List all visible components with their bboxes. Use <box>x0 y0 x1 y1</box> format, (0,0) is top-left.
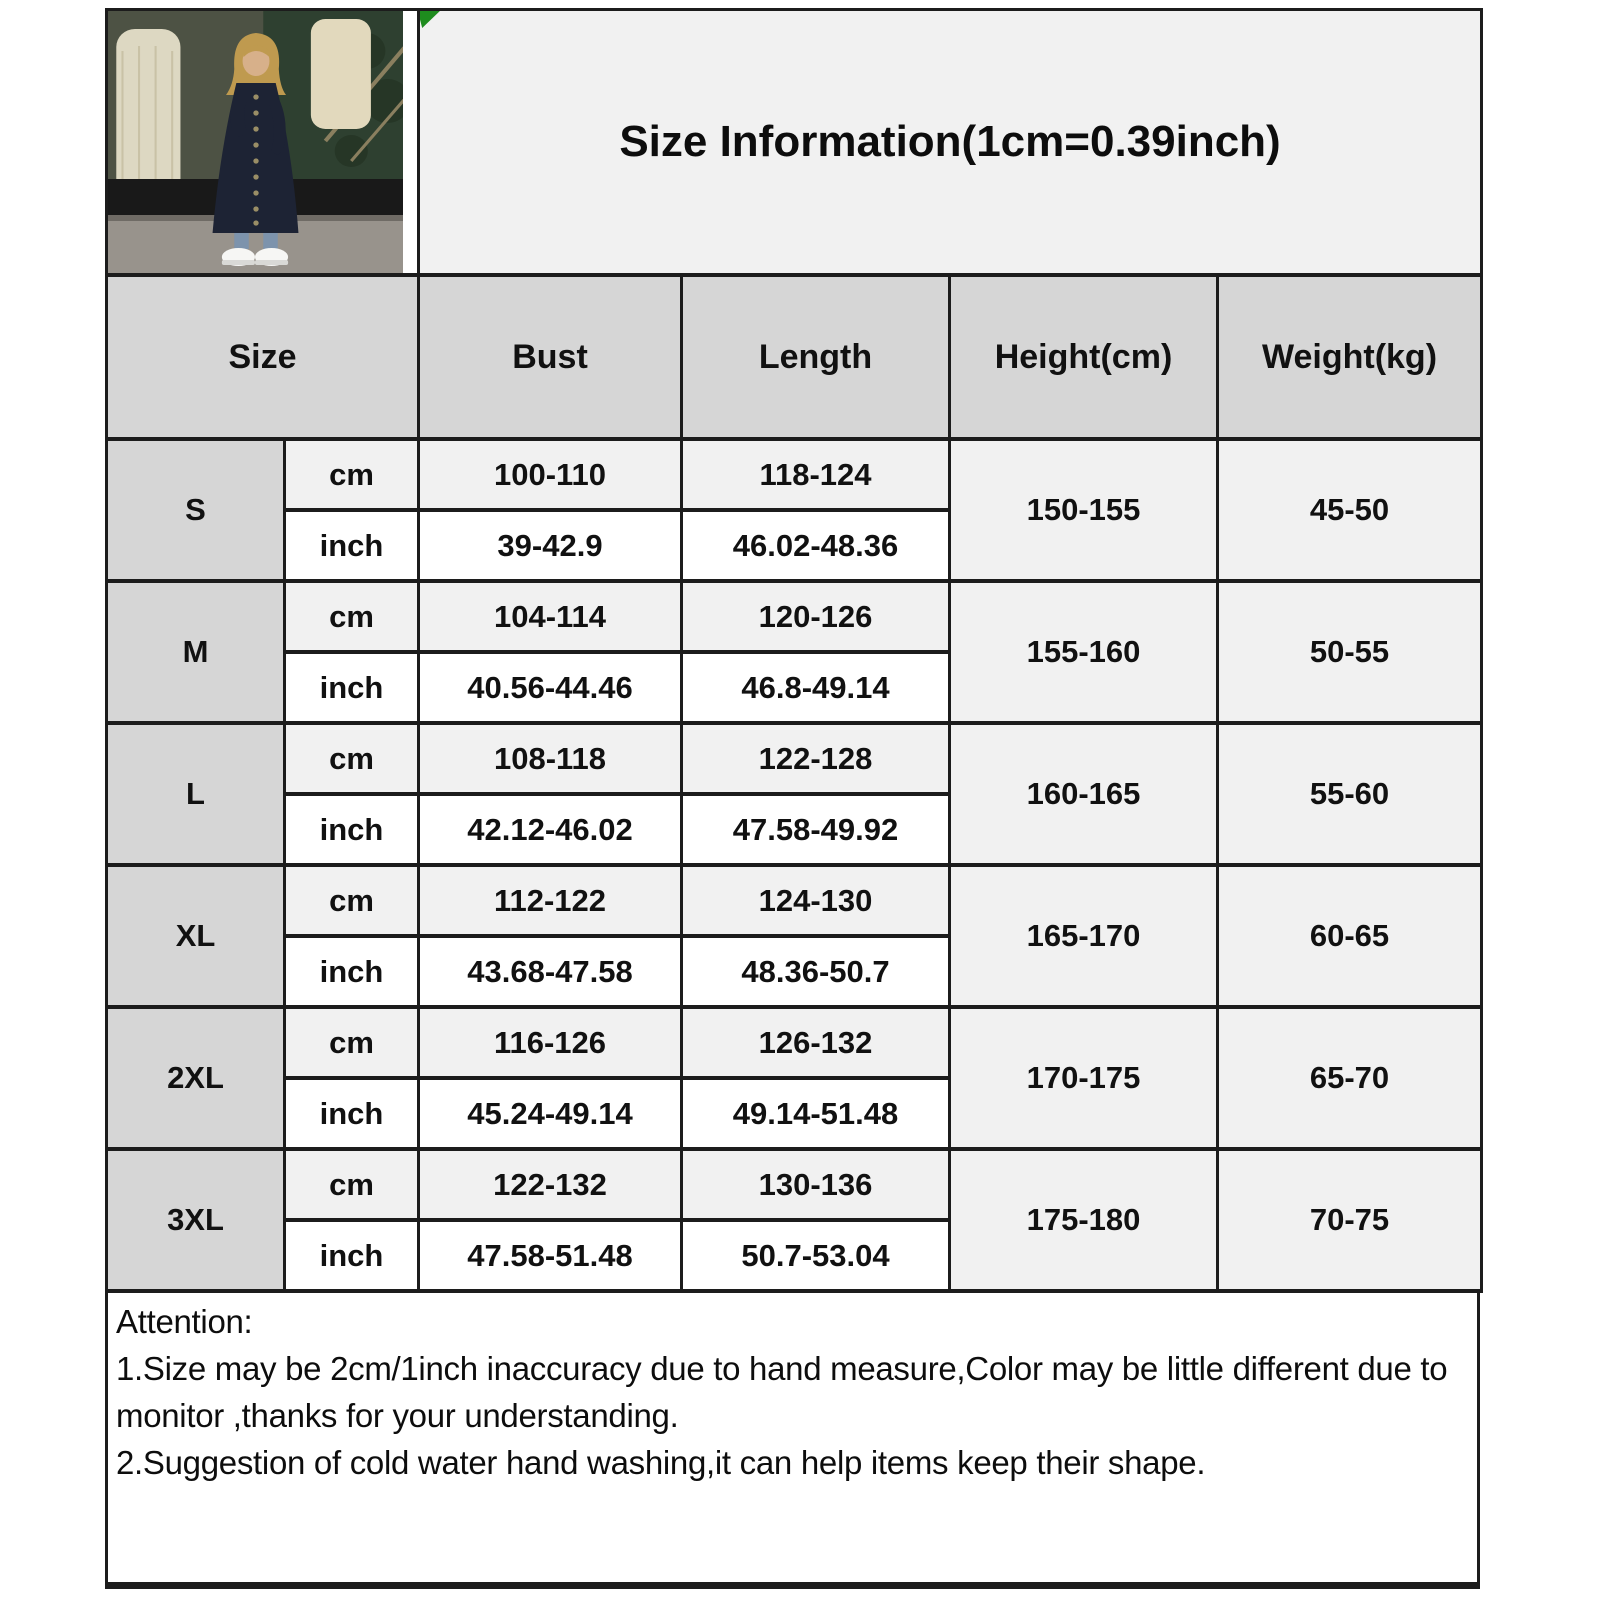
size-chart-sheet <box>105 8 1480 1589</box>
unit-cm-cell: cm <box>285 439 419 510</box>
weight-cell: 65-70 <box>1218 1007 1482 1149</box>
size-label-cell: XL <box>107 865 285 1007</box>
unit-inch-cell: inch <box>285 1078 419 1149</box>
length-inch-cell: 47.58-49.92 <box>682 794 950 865</box>
size-label-cell: L <box>107 723 285 865</box>
bust-inch-cell: 42.12-46.02 <box>419 794 682 865</box>
weight-cell: 50-55 <box>1218 581 1482 723</box>
unit-cm-cell: cm <box>285 1149 419 1220</box>
col-header-weight: Weight(kg) <box>1218 275 1482 439</box>
height-cell: 160-165 <box>950 723 1218 865</box>
col-header-height: Height(cm) <box>950 275 1218 439</box>
length-cm-cell: 126-132 <box>682 1007 950 1078</box>
green-corner-marker-icon <box>419 10 444 29</box>
product-photo-cell <box>107 10 419 276</box>
length-inch-cell: 50.7-53.04 <box>682 1220 950 1291</box>
bust-inch-cell: 40.56-44.46 <box>419 652 682 723</box>
weight-cell: 45-50 <box>1218 439 1482 581</box>
col-header-bust: Bust <box>419 275 682 439</box>
height-cell: 175-180 <box>950 1149 1218 1291</box>
length-inch-cell: 46.8-49.14 <box>682 652 950 723</box>
unit-cm-cell: cm <box>285 1007 419 1078</box>
height-cell: 155-160 <box>950 581 1218 723</box>
unit-inch-cell: inch <box>285 510 419 581</box>
size-label-cell: 3XL <box>107 1149 285 1291</box>
unit-inch-cell: inch <box>285 652 419 723</box>
unit-inch-cell: inch <box>285 936 419 1007</box>
height-cell: 170-175 <box>950 1007 1218 1149</box>
length-inch-cell: 49.14-51.48 <box>682 1078 950 1149</box>
size-row-cm <box>107 581 1482 652</box>
attention-heading: Attention: <box>116 1303 253 1340</box>
size-row-cm <box>107 439 1482 510</box>
bust-cm-cell: 122-132 <box>419 1149 682 1220</box>
product-photo <box>108 11 403 273</box>
unit-cm-cell: cm <box>285 723 419 794</box>
col-header-length: Length <box>682 275 950 439</box>
col-header-size: Size <box>107 275 419 439</box>
size-table-body <box>107 10 1482 1292</box>
length-cm-cell: 124-130 <box>682 865 950 936</box>
bust-cm-cell: 100-110 <box>419 439 682 510</box>
bust-inch-cell: 39-42.9 <box>419 510 682 581</box>
attention-note-2: 2.Suggestion of cold water hand washing,it can help items keep their shape. <box>116 1443 1206 1481</box>
attention-note-1: 1.Size may be 2cm/1inch inaccuracy due to hand measure,Color may be little different due to monitor ,thanks for your understanding. <box>116 1349 1448 1434</box>
size-table <box>105 8 1483 1293</box>
size-row-cm <box>107 723 1482 794</box>
length-cm-cell: 120-126 <box>682 581 950 652</box>
size-label-cell: 2XL <box>107 1007 285 1149</box>
unit-cm-cell: cm <box>285 865 419 936</box>
bust-cm-cell: 112-122 <box>419 865 682 936</box>
photo-title-row <box>107 10 1482 276</box>
unit-cm-cell: cm <box>285 581 419 652</box>
size-row-cm <box>107 1007 1482 1078</box>
weight-cell: 70-75 <box>1218 1149 1482 1291</box>
unit-inch-cell: inch <box>285 794 419 865</box>
bust-inch-cell: 43.68-47.58 <box>419 936 682 1007</box>
page-title: Size Information(1cm=0.39inch) <box>619 117 1281 166</box>
length-cm-cell: 130-136 <box>682 1149 950 1220</box>
title-cell <box>419 10 1482 276</box>
size-label-cell: M <box>107 581 285 723</box>
length-inch-cell: 48.36-50.7 <box>682 936 950 1007</box>
bust-cm-cell: 104-114 <box>419 581 682 652</box>
window-dress-right <box>311 19 371 129</box>
size-row-cm <box>107 1149 1482 1220</box>
attention-box <box>105 1293 1480 1589</box>
height-cell: 165-170 <box>950 865 1218 1007</box>
weight-cell: 55-60 <box>1218 723 1482 865</box>
table-header-row <box>107 275 1482 439</box>
bust-inch-cell: 47.58-51.48 <box>419 1220 682 1291</box>
height-cell: 150-155 <box>950 439 1218 581</box>
bust-cm-cell: 116-126 <box>419 1007 682 1078</box>
unit-inch-cell: inch <box>285 1220 419 1291</box>
weight-cell: 60-65 <box>1218 865 1482 1007</box>
length-inch-cell: 46.02-48.36 <box>682 510 950 581</box>
size-row-cm <box>107 865 1482 936</box>
length-cm-cell: 118-124 <box>682 439 950 510</box>
size-label-cell: S <box>107 439 285 581</box>
bust-cm-cell: 108-118 <box>419 723 682 794</box>
bust-inch-cell: 45.24-49.14 <box>419 1078 682 1149</box>
length-cm-cell: 122-128 <box>682 723 950 794</box>
